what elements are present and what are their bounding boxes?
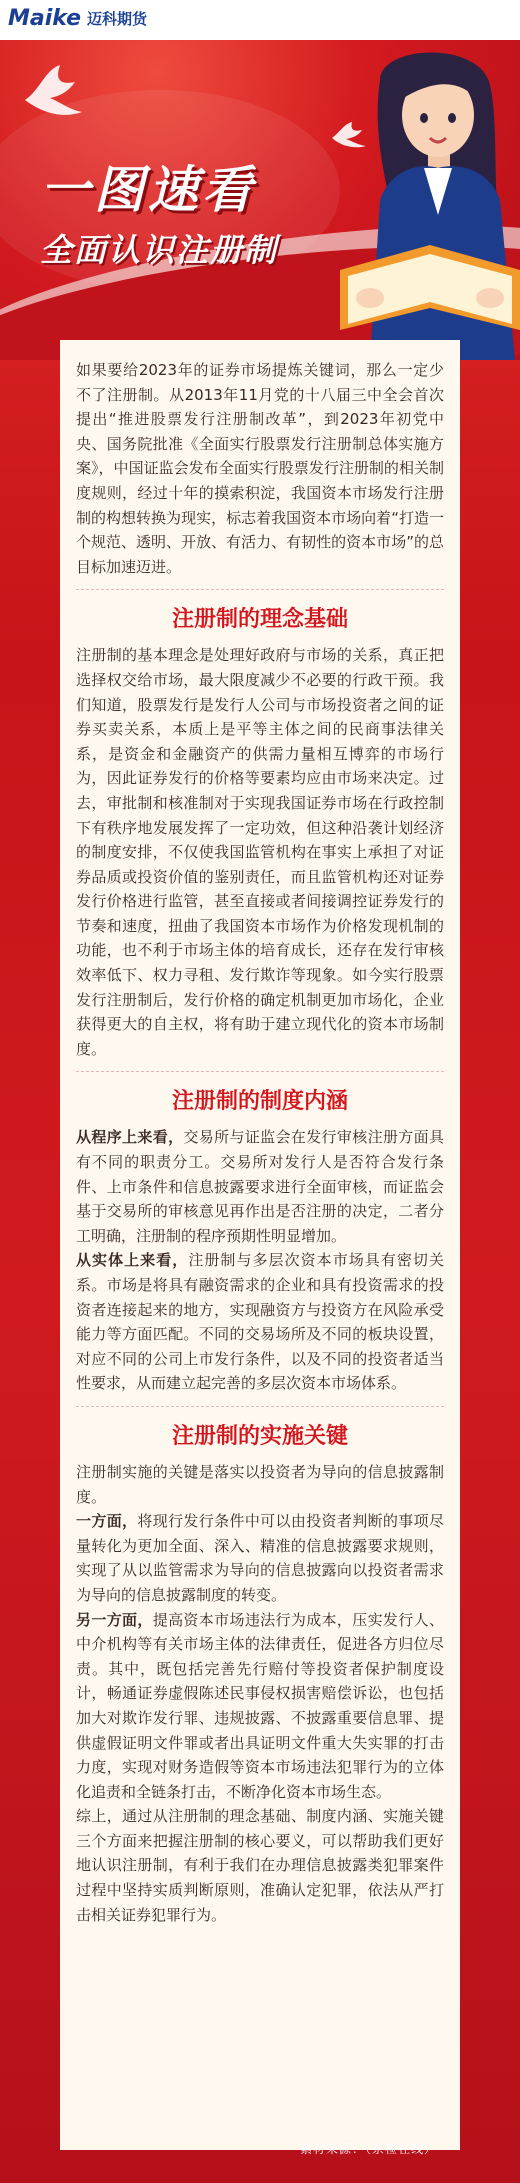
paragraph-body: 注册制与多层次资本市场具有密切关系。市场是将具有融资需求的企业和具有投资需求的投资者连接起来的地方，实现融资方与投资方在风险承受能力等方面匹配。不同的交易场所及不同的板块设置，对应不同的公司上市发行条件，以及不同的投资者适当性要求，从而建立起完善的多层次资本市场体系。 [76, 1251, 444, 1393]
section-heading-1: 注册制的理念基础 [171, 607, 348, 633]
hero-banner [0, 0, 520, 360]
dove-icon [20, 60, 90, 130]
source-credit: 素材来源：（京检在线） [300, 2142, 438, 2156]
paragraph-body: 提高资本市场违法行为成本，压实发行人、中介机构等有关市场主体的法律责任，促进各方归位尽责。其中，既包括完善先行赔付等投资者保护制度设计，畅通证券虚假陈述民事侵权损害赔偿诉讼，也包括加大对欺诈发行罪、违规披露、不披露重要信息罪、提供虚假证明文件罪或者出具证明文件重大失实罪的打击力度，实现对财务造假等资本市场违法犯罪行为的立体化追责和全链条打击，不断净化资本市场生态。 [76, 1610, 444, 1801]
hero-title: 一图速看 [40, 161, 256, 219]
divider [76, 1406, 444, 1407]
section-3-paragraph-3 [76, 1608, 444, 1805]
section-heading-2: 注册制的制度内涵 [171, 1089, 348, 1115]
paragraph-body: 交易所与证监会在发行审核注册方面具有不同的职责分工。交易所对发行人是否符合发行条件、上市条件和信息披露要求进行全面审核，而证监会基于交易所的审核意见再作出是否注册的决定，二者分工明确，注册制的程序预期性明显增加。 [76, 1128, 444, 1245]
reading-girl-illustration [340, 40, 520, 360]
section-1-paragraph: 注册制的基本理念是处理好政府与市场的关系，真正把选择权交给市场，最大限度减少不必要的行政干预。我们知道，股票发行是发行人公司与市场投资者之间的证券买卖关系，本质上是平等主体之间的民商事法律关系，是资金和金融资产的供需力量相互博弈的市场行为，因此证券发行的价格等要素均应由市场来决定。过去，审批制和核准制对于实现我国证券市场在行政控制下有秩序地发展发挥了一定功效，但这种沿袭计划经济的制度安排，不仅使我国监管机构在事实上承担了对证券品质或投资价值的鉴别责任，而且监管机构还对证券发行价格进行监管，甚至直接或者间接调控证券发行的节奏和速度，扭曲了我国资本市场作为价格发现机制的功能，也不利于市场主体的培育成长，还存在发行审核效率低下、权力寻租、发行欺诈等现象。如今实行股票发行注册制后，发行价格的确定机制更加市场化，企业获得更大的自主权，将有助于建立现代化的资本市场制度。 [76, 646, 444, 1058]
section-3-paragraph-4: 综上，通过从注册制的理念基础、制度内涵、实施关键三个方面来把握注册制的核心要义，可以帮助我们更好地认识注册制，有利于我们在办理信息披露类犯罪案件过程中坚持实质判断原则，准确认定犯罪，依法从严打击相关证券犯罪行为。 [76, 1807, 444, 1924]
paragraph-lead: 另一方面， [76, 1610, 153, 1629]
brand-logo [8, 6, 147, 31]
content [76, 358, 444, 1927]
section-3-paragraph-2 [76, 1509, 444, 1607]
section-2-paragraph-2 [76, 1248, 444, 1396]
paragraph-body: 将现行发行条件中可以由投资者判断的事项尽量转化为更加全面、深入、精准的信息披露要求规则，实现了从以监管需求为导向的信息披露向以投资者需求为导向的信息披露制度的转变。 [76, 1512, 444, 1604]
intro-paragraph: 如果要给2023年的证券市场提炼关键词，那么一定少不了注册制。从2013年11月党的十八届三中全会首次提出“推进股票发行注册制改革”，到2023年初党中央、国务院批准《全面实行股票发行注册制总体实施方案》，中国证监会发布全面实行股票发行注册制的相关制度规则，经过十年的摸索积淀，我国资本市场发行注册制的构想转换为现实，标志着我国资本市场向着“打造一个规范、透明、开放、有活力、有韧性的资本市场”的总目标加速迈进。 [76, 361, 444, 576]
section-2-paragraph-1 [76, 1125, 444, 1248]
paragraph-lead: 一方面， [76, 1512, 138, 1531]
paragraph-lead: 从实体上来看， [76, 1251, 189, 1270]
logo-mark: Maike [8, 6, 82, 31]
section-heading-3: 注册制的实施关键 [171, 1423, 348, 1449]
divider [76, 1071, 444, 1072]
paragraph-lead: 从程序上来看， [76, 1128, 184, 1147]
divider [76, 589, 444, 590]
section-3-paragraph-1: 注册制实施的关键是落实以投资者为导向的信息披露制度。 [76, 1462, 444, 1506]
hero-subtitle-wrap [40, 225, 278, 271]
logo-cn: 迈科期货 [87, 10, 148, 28]
hero-subtitle: 全面认识注册制 [40, 231, 279, 269]
